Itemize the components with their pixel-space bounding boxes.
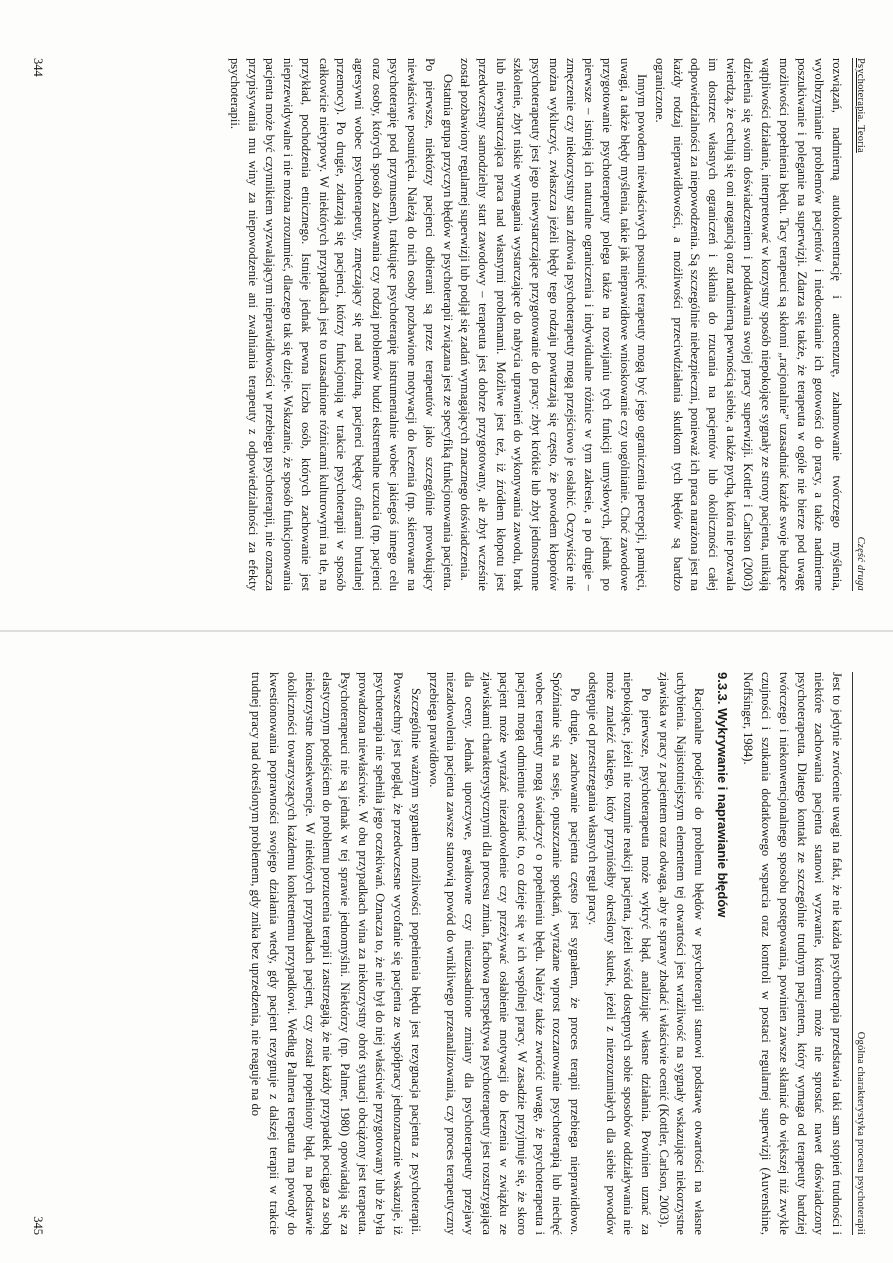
body-text bbox=[62, 672, 845, 1235]
paragraph: rozwiązań, nadmierną autokoncentrację i autocenzurę, zahamowanie twórczego myślenia, wyolbrzymianie problemów pacjentów i niedocenianie ich gotowości do pracy, a także nadmierne poszukiwanie i poleganie na superwizji. Zdarza się także, że terapeuta w ogóle nie bierze pod uwagę możliwości popełnienia błędu. Tacy terapeuci są skłonni „racjonalnie” uzasadniać każde swoje budzące wątpliwości działanie, interpretować w korzystny sposób niepokojące sygnały ze strony pacjenta, unikają dzielenia się swoim doświadczeniem i poddawania swojej pracy superwizji. Kottler i Carlson (2003) twierdzą, że cechują się oni arogancją oraz nadmierną pewnością siebie, a także pychą, która nie pozwala im dostrzec własnych ograniczeń i skłania do rzucania na pacjentów lub okoliczności całej odpowiedzialności za niepowodzenia. Są szczególnie niebezpieczni, ponieważ ich praca narażona jest na każdy rodzaj nieprawidłowości, a możliwości przeciwdziałania skutkom tych błędów są bardzo ograniczone. bbox=[652, 58, 844, 591]
section-heading: 9.3.3. Wykrywanie i naprawianie błędów bbox=[714, 672, 730, 918]
running-head-title: Psychoterapia. Teoria bbox=[855, 58, 866, 153]
left-page bbox=[0, 0, 893, 631]
paragraph: Po pierwsze, psychoterapeuta może wykryć błąd, analizując własne działania. Powinien uznać za niepokojące, jeżeli nie rozumie reakcji pacjenta, jeżeli wśród dostępnych sobie sposobów oddziaływania nie może znaleźć takiego, który przyniósłby określony skutek, jeżeli z niezrozumiałych dla siebie powodów odstępuje od przestrzegania własnych reguł pracy. bbox=[585, 672, 653, 1235]
paragraph: Racjonalne podejście do problemu błędów w psychoterapii stanowi podstawę otwartości na własne uchybienia. Najistotniejszym elementem tej otwartości jest wrażliwość na sygnały wskazujące niekorzystne zjawiska w pracy z pacjentem oraz odwaga, aby te sprawy zbadać i właściwie ocenić (Kottler, Carlson, 2003). bbox=[656, 672, 707, 1235]
running-head bbox=[852, 672, 871, 1235]
page-number: 344 bbox=[31, 58, 45, 77]
paragraph: Innym powodem niewłaściwych posunięć terapeuty mogą być jego ograniczenia percepcji, pamięci, uwagi, a także błędy myślenia, takie jak nieprawidłowe wnioskowanie czy uogólnianie. Choć zawodowe przygotowanie psychoterapeuty polega także na rozwijaniu tych funkcji umysłowych, jednak po pierwsze – istnieją ich naturalne ograniczenia i indywidualne różnice w tym zakresie, a po drugie – zmęczenie czy niekorzystny stan zdrowia psychoterapeuty mogą przejściowo je osłabić. Oczywiście nie można wykluczyć, zwłaszcza jeżeli błędy tego rodzaju powtarzają się często, że powodem kłopotów psychoterapeuty jest jego niewystarczające przygotowanie do pracy: zbyt krótkie lub zbyt jednostronne szkolenie, zbyt niskie wymagania wystarczające do nabycia uprawnień do wykonywania zawodu, brak lub niewystarczająca praca nad własnymi problemami. Możliwe jest też, iż źródłem kłopotu jest przedwczesny samodzielny start zawodowy – terapeuta jest dobrze przygotowany, ale zbyt wcześnie został pozbawiony regularnej superwizji lub podjął się zadań wymagających znacznego doświadczenia. bbox=[458, 58, 650, 591]
running-head-part: Część druga bbox=[855, 536, 866, 591]
page-number: 345 bbox=[31, 1216, 45, 1235]
body-text bbox=[62, 58, 845, 591]
right-page bbox=[0, 632, 893, 1263]
paragraph: Ostatnia grupa przyczyn błędów w psychoterapii związana jest ze specyfiką funkcjonowania pacjenta. Po pierwsze, niektórzy pacjenci odbierani są przez terapeutów jako szczególnie prowokujący niewłaściwe posunięcia. Należą do nich osoby pozbawione motywacji do leczenia (np. skierowane na psychoterapię pod przymusem), traktujące psychoterapię instrumentalnie wobec jakiegoś innego celu oraz osoby, których sposób zachowania czy rodzaj problemów budzi ekstremalne uczucia (np. pacjenci agresywni wobec psychoterapeuty, zmęczający się nad rodziną, pacjenci będący ofiarami brutalnej przemocy). Po drugie, zdarzają się pacjenci, którzy funkcjonują w trakcie psychoterapii w sposób całkowicie nietypowy. W niektórych przypadkach jest to uzasadnione różnicami kulturowymi na tle, na przykład, pochodzenia etnicznego. Istnieje jednak pewna liczba osób, których zachowanie jest nieprzewidywalne i nie można zrozumieć, dlaczego tak się dzieje. Wskazanie, że sposób funkcjonowania pacjenta może być czynnikiem wyzwalającym nieprawidłowości w przebiegu psychoterapii, nie oznacza przypisywania mu winy za niepowodzenie ani zwalniania terapeuty z odpowiedzialności za efekty psychoterapii. bbox=[228, 58, 455, 591]
paragraph: Szczególnie ważnym sygnałem możliwości popełnienia błędu jest rezygnacja pacjenta z psychoterapii. Powszechny jest pogląd, że przedwczesne wycofanie się pacjenta ze współpracy jednoznacznie wskazuje, iż psychoterapia nie spełniła jego oczekiwań. Oznacza to, że nie był do niej właściwie przygotowany lub że była prowadzona niewłaściwie. W obu przypadkach wina za niekorzystny obrót sytuacji obciążony jest terapeuta. Psychoterapeuci nie są jednak w tej sprawie jednomyślni. Niektórzy (np. Palmer, 1980) opowiadają się za elastycznym podejściem do problemu porzucenia terapii i zastrzegają, że nie każdy przypadek pociąga za sobą niekorzystne konsekwencje. W niektórych przypadkach pacjent, czy został popełniony błąd, na podstawie okoliczności towarzyszących każdemu konkretnemu przypadkowi. Według Palmera terapeuta ma powody do kwestionowania poprawności swojego działania wtedy, gdy pacjent rezygnuje z dalszej terapii w trakcie trudnej pracy nad określonym problemem, gdy znika bez uprzedzenia, nie reaguje na do bbox=[249, 672, 423, 1235]
running-head bbox=[852, 58, 871, 591]
paragraph: Po drugie, zachowanie pacjenta często jest sygnałem, że proces terapii przebiega nieprawidłowo. Spóźnianie się na sesje, opuszczanie spotkań, wyrażane wprost rozczarowanie psychoterapią lub niechęć wobec terapeuty mogą świadczyć o popełnieniu błędu. Należy także zwrócić uwagę, że psychoterapeuta i pacjent mogą odmiennie oceniać to, co dzieje się w ich wspólnej pracy. W zasadzie przyjmuje się, że skoro pacjent może wyrażać niezadowolenie czy przeżywać osłabienie motywacji do leczenia w związku ze zjawiskami charakterystycznymi dla procesu zmian, fachowa perspektywa psychoterapeuty jest rozstrzygająca dla oceny. Jednak uporczywe, gwałtowne czy nieuzasadnione zmiany dla psychoterapeuty przejawy niezadowolenia pacjenta zawsze stanowią powód do wnikliwego przeanalizowania, czy proces terapeutyczny przebiega prawidłowo. bbox=[426, 672, 583, 1235]
running-head-title: Ogólna charakterystyka procesu psychoterapii bbox=[855, 1031, 866, 1235]
paragraph: Jest to jedynie zwrócenie uwagi na fakt, że nie każda psychoterapia przedstawia taki sam stopień trudności i niektóre zachowania pacjenta stanowi wyzwanie, któremu może nie sprostać nawet doświadczony psychoterapeuta. Dlatego kontakt ze szczególnie trudnym pacjentem, który wymaga od terapeuty bardziej twórczego i niekonwencjonalnego sposobu postępowania, powinien zawsze skłaniać do większej niż zwykle czujności i szukania dodatkowego wsparcia oraz kontroli w postaci regularnej superwizji (Auvenshine, Noffsinger, 1984). bbox=[741, 672, 844, 1235]
